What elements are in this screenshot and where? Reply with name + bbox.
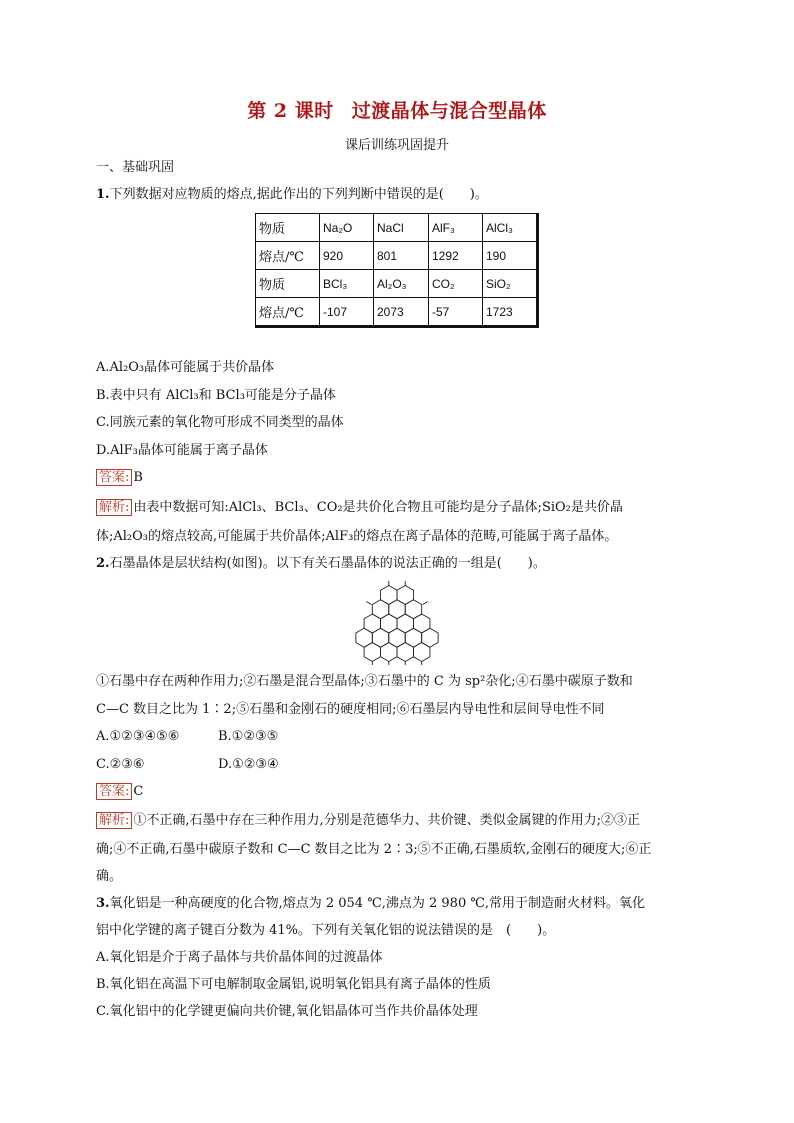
- answer-tag: 答案:: [96, 469, 132, 486]
- q1-analysis-line2: 体;Al₂O₃的熔点较高,可能属于共价晶体;AlF₃的熔点在离子晶体的范畴,可能属于离子晶体。: [96, 529, 618, 544]
- table-cell: -57: [429, 298, 483, 327]
- table-cell: 物质: [256, 270, 320, 298]
- q1-answer: [96, 469, 143, 487]
- table-cell: BCl₃: [320, 270, 374, 298]
- melting-point-table: [255, 213, 539, 328]
- analysis-tag: 解析:: [96, 812, 132, 829]
- table-cell: 熔点/℃: [256, 298, 320, 327]
- q3-stem-text: 氧化铝是一种高硬度的化合物,熔点为 2 054 ℃,沸点为 2 980 ℃,常用于制造耐火材料。氧化: [109, 896, 646, 911]
- q2-option-b: B.①②③⑤: [218, 729, 279, 744]
- page-title: [0, 96, 794, 123]
- q3-stem-line1: [96, 895, 645, 913]
- q1-analysis-line1: [96, 499, 623, 517]
- q1-analysis-text: 由表中数据可知:AlCl₃、BCl₃、CO₂是共价化合物且可能均是分子晶体;SiO₂是共价晶: [133, 500, 623, 515]
- table-cell: 190: [483, 242, 538, 270]
- table-row: [256, 242, 538, 270]
- q3-option-c: C.氧化铝中的化学键更偏向共价键,氧化铝晶体可当作共价晶体处理: [96, 1004, 478, 1019]
- q1-answer-value: B: [133, 470, 143, 485]
- q2-statement-line1: ①石墨中存在两种作用力;②石墨是混合型晶体;③石墨中的 C 为 sp²杂化;④石墨中碳原子数和: [96, 674, 633, 689]
- table-cell: 2073: [374, 298, 429, 327]
- q2-option-c: C.②③⑥: [96, 757, 145, 772]
- q2-option-a: A.①②③④⑤⑥: [96, 729, 180, 744]
- answer-tag: 答案:: [96, 783, 132, 800]
- table-cell: AlF₃: [429, 214, 483, 242]
- table-cell: 801: [374, 242, 429, 270]
- table-cell: 1292: [429, 242, 483, 270]
- analysis-tag: 解析:: [96, 499, 132, 516]
- q3-option-a: A.氧化铝是介于离子晶体与共价晶体间的过渡晶体: [96, 950, 383, 965]
- table-cell: 920: [320, 242, 374, 270]
- q2-option-d: D.①②③④: [218, 757, 279, 772]
- table-cell: Na₂O: [320, 214, 374, 242]
- q3-stem-line2: 铝中化学键的离子键百分数为 41%。下列有关氧化铝的说法错误的是 ( )。: [96, 923, 556, 938]
- q2-number: 2.: [96, 556, 110, 571]
- lesson-topic: 过渡晶体与混合型晶体: [351, 100, 547, 122]
- q2-analysis-text: ①不正确,石墨中存在三种作用力,分别是范德华力、共价键、类似金属键的作用力;②③正: [133, 813, 641, 828]
- q2-stem-text: 石墨晶体是层状结构(如图)。以下有关石墨晶体的说法正确的一组是( )。: [109, 556, 546, 571]
- table-cell: CO₂: [429, 270, 483, 298]
- q1-option-d: D.AlF₃晶体可能属于离子晶体: [96, 443, 268, 458]
- q2-analysis-line1: [96, 812, 640, 830]
- table-cell: 物质: [256, 214, 320, 242]
- q2-answer-value: C: [133, 784, 144, 799]
- table-row: [256, 214, 538, 242]
- q2-stem: [96, 555, 546, 573]
- bond-stub: [423, 602, 428, 605]
- q3-number: 3.: [96, 896, 110, 911]
- table-row: [256, 298, 538, 327]
- table-cell: AlCl₃: [483, 214, 538, 242]
- bond-stub: [366, 602, 371, 605]
- table-cell: -107: [320, 298, 374, 327]
- q1-option-b: B.表中只有 AlCl₃和 BCl₃可能是分子晶体: [96, 388, 336, 403]
- q1-option-c: C.同族元素的氧化物可形成不同类型的晶体: [96, 415, 344, 430]
- q2-statement-line2: C—C 数目之比为 1∶2;⑤石墨和金刚石的硬度相同;⑥石墨层内导电性和层间导电性不同: [96, 702, 605, 717]
- q1-stem-text: 下列数据对应物质的熔点,据此作出的下列判断中错误的是( )。: [109, 187, 488, 202]
- table-cell: Al₂O₃: [374, 270, 429, 298]
- hexagon-ring: [364, 643, 380, 662]
- q2-analysis-line2: 确;④不正确,石墨中碳原子数和 C—C 数目之比为 2∶3;⑤不正确,石墨质软,金刚石的硬度大;⑥正: [96, 842, 652, 857]
- hexagon-ring: [397, 643, 413, 662]
- q1-number: 1.: [96, 187, 110, 202]
- q2-analysis-line3: 确。: [96, 869, 123, 884]
- table-cell: 熔点/℃: [256, 242, 320, 270]
- lesson-number: 第 2 课时: [247, 100, 334, 122]
- table-cell: SiO₂: [483, 270, 538, 298]
- section-heading: 一、基础巩固: [96, 160, 175, 175]
- q2-answer: [96, 783, 143, 801]
- table-cell: 1723: [483, 298, 538, 327]
- q1-stem: [96, 186, 488, 204]
- page-subtitle: 课后训练巩固提升: [344, 138, 449, 153]
- graphite-structure-diagram: [351, 581, 443, 665]
- hexagon-ring: [381, 643, 397, 662]
- q3-option-b: B.氧化铝在高温下可电解制取金属铝,说明氧化铝具有离子晶体的性质: [96, 977, 491, 992]
- table-cell: NaCl: [374, 214, 429, 242]
- table-row: [256, 270, 538, 298]
- hexagon-ring: [413, 643, 429, 662]
- q1-option-a: A.Al₂O₃晶体可能属于共价晶体: [96, 360, 275, 375]
